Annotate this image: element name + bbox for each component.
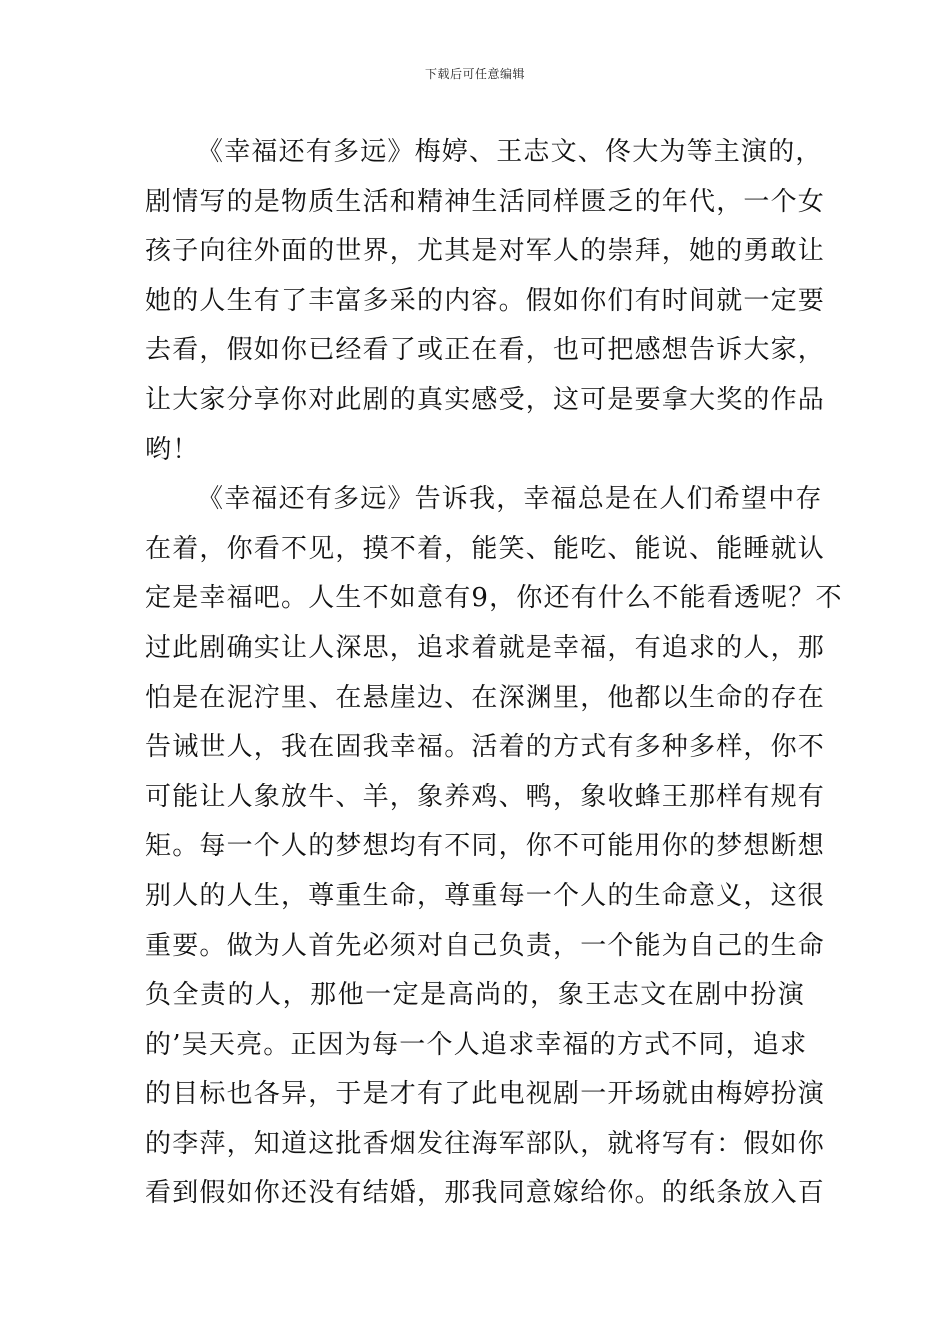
text-line: 定是幸福吧。人生不如意有9，你还有什么不能看透呢？不 <box>145 583 843 614</box>
text-line: 在着，你看不见，摸不着，能笑、能吃、能说、能睡就认 <box>145 533 826 564</box>
text-line: 剧情写的是物质生活和精神生活同样匮乏的年代，一个女 <box>145 186 826 217</box>
text-line: 去看，假如你已经看了或正在看，也可把感想告诉大家， <box>145 335 826 366</box>
paragraph-1 <box>145 128 826 475</box>
text-line: 的李萍，知道这批香烟发往海军部队，就将写有：假如你 <box>145 1128 826 1159</box>
text-line: 重要。做为人首先必须对自己负责，一个能为自己的生命 <box>145 930 826 961</box>
text-line: 告诫世人，我在固我幸福。活着的方式有多种多样，你不 <box>145 732 826 763</box>
text-line: 让大家分享你对此剧的真实感受，这可是要拿大奖的作品 <box>145 384 826 415</box>
text-line: 负全责的人，那他一定是高尚的，象王志文在剧中扮演 <box>145 980 805 1011</box>
text-line: 看到假如你还没有结婚，那我同意嫁给你。的纸条放入百 <box>145 1178 826 1209</box>
text-line: 哟！ <box>145 434 200 465</box>
text-line: 别人的人生，尊重生命，尊重每一个人的生命意义，这很 <box>145 880 826 911</box>
document-body <box>145 128 843 1219</box>
text-line: 的’吴天亮。正因为每一个人追求幸福的方式不同，追求 <box>145 1029 808 1060</box>
text-line: 过此剧确实让人深思，追求着就是幸福，有追求的人，那 <box>145 632 826 663</box>
text-line: 怕是在泥泞里、在悬崖边、在深渊里，他都以生命的存在 <box>145 682 826 713</box>
text-line: 《幸福还有多远》告诉我，幸福总是在人们希望中存 <box>197 484 823 515</box>
page-header: 下载后可任意编辑 <box>424 67 525 81</box>
text-line: 可能让人象放牛、羊，象养鸡、鸭，象收蜂王那样有规有 <box>145 781 826 812</box>
text-line: 她的人生有了丰富多采的内容。假如你们有时间就一定要 <box>145 285 826 316</box>
text-line: 矩。每一个人的梦想均有不同，你不可能用你的梦想断想 <box>145 831 826 862</box>
text-line: 《幸福还有多远》梅婷、王志文、佟大为等主演的， <box>197 137 823 167</box>
paragraph-2 <box>145 475 843 1219</box>
text-line: 的目标也各异，于是才有了此电视剧一开场就由梅婷扮演 <box>145 1079 826 1110</box>
text-line: 孩子向往外面的世界，尤其是对军人的崇拜，她的勇敢让 <box>145 236 826 267</box>
